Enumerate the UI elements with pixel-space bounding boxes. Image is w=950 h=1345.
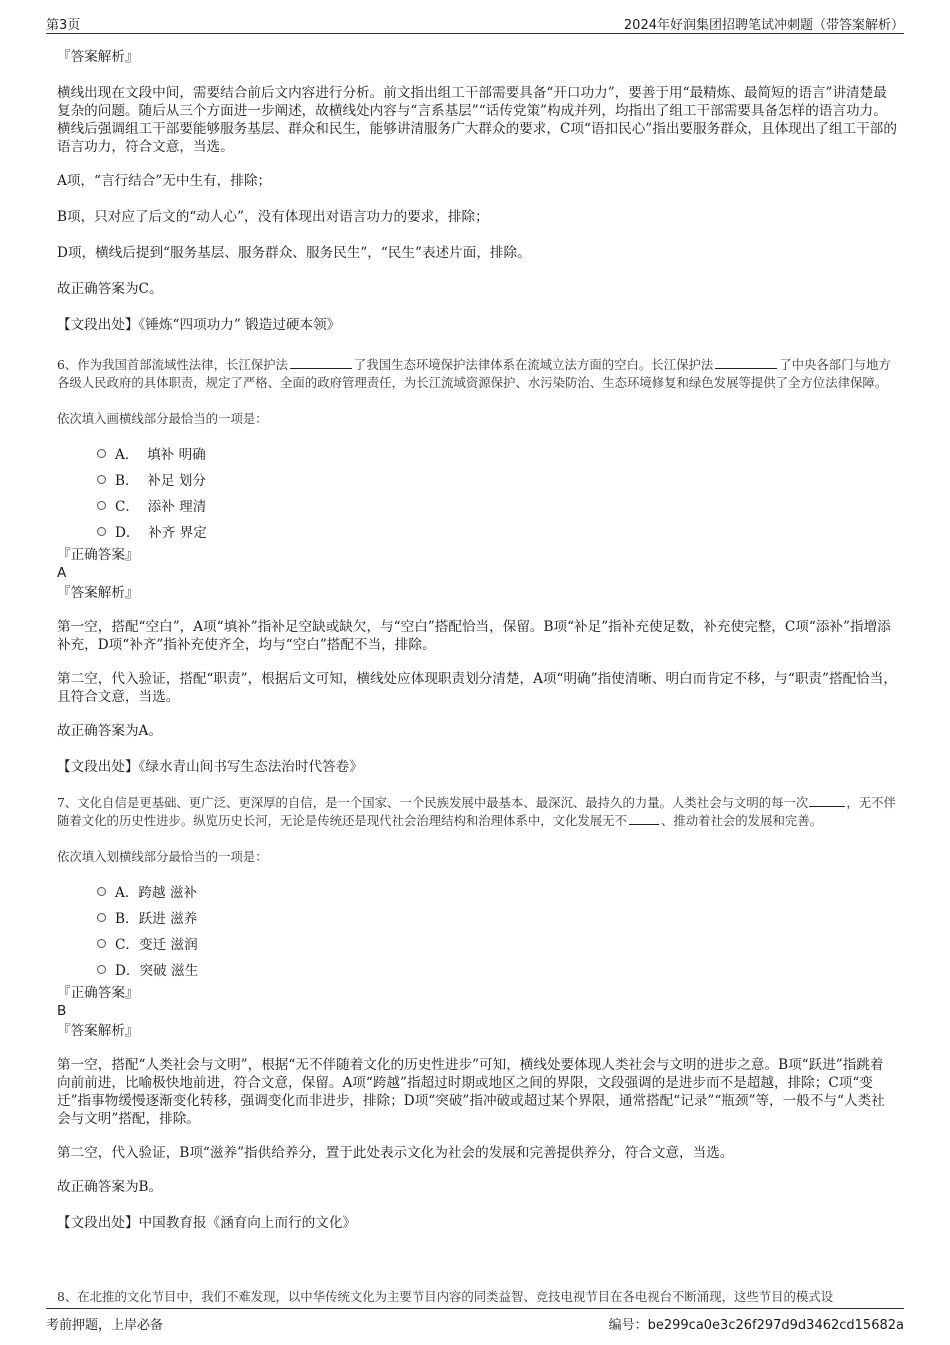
- fill-blank: [629, 812, 659, 825]
- radio-icon[interactable]: [97, 527, 106, 536]
- question-text-part: ，无不伴随着文化的历史性进步。纵览历史长河，无论是传统还是现代社会治理结构和治理体系中，文化发展无不: [57, 795, 896, 828]
- answer-conclusion: 故正确答案为C。: [57, 281, 163, 297]
- option-letter: A．: [115, 447, 139, 463]
- source-citation: 【文段出处】《锤炼“四项功力” 锻造过硬本领》: [57, 317, 341, 333]
- option-letter: D．: [115, 963, 140, 979]
- question-6-options: [97, 440, 897, 544]
- radio-icon[interactable]: [97, 475, 106, 484]
- option-b[interactable]: [97, 466, 897, 492]
- question-text-part: 了中央各部门与地方各级人民政府的具体职责，规定了严格、全面的政府管理责任，为长江流域资源保护、水污染防治、生态环境修复和绿色发展等提供了全方位法律保障。: [57, 357, 891, 390]
- option-d[interactable]: [97, 518, 897, 544]
- document-title: 2024年好润集团招聘笔试冲刺题（带答案解析）: [623, 18, 904, 33]
- header-divider: [46, 33, 904, 34]
- option-text: 突破 滋生: [139, 963, 199, 979]
- question-text-part: 7、文化自信是更基础、更广泛、更深厚的自信，是一个国家、一个民族发展中最基本、最深沉、最持久的力量。人类社会与文明的每一次: [57, 795, 809, 810]
- option-b[interactable]: [97, 904, 897, 930]
- analysis-option-a: A项，“言行结合”无中生有，排除；: [57, 173, 272, 189]
- analysis-paragraph: 第一空，搭配“空白”，A项“填补”指补足空缺或缺欠，与“空白”搭配恰当，保留。B项“补足”指补充使足数，补充使完整，C项“添补”指增添补充，D项“补齐”指补充使齐全，均与“空白”搭配不当，排除。: [57, 619, 891, 653]
- fill-blank: [290, 356, 352, 369]
- page-header: [0, 0, 950, 33]
- option-letter: B．: [115, 911, 139, 927]
- analysis-option-b: B项，只对应了后文的“动人心”，没有体现出对语言功力的要求，排除；: [57, 209, 489, 225]
- analysis-option-d: D项，横线后提到“服务基层、服务群众、服务民生”，“民生”表述片面，排除。: [57, 245, 531, 261]
- radio-icon[interactable]: [97, 887, 106, 896]
- question-text-part: 6、作为我国首部流域性法律，长江保护法: [57, 357, 288, 372]
- analysis-paragraph: 第二空，代入验证，B项“滋养”指供给养分，置于此处表示文化为社会的发展和完善提供养分，符合文意，当选。: [57, 1145, 734, 1161]
- question-text-part: 、推动着社会的发展和完善。: [660, 813, 823, 828]
- answer-conclusion: 故正确答案为A。: [57, 723, 162, 739]
- question-text-part: 了我国生态环境保护法律体系在流域立法方面的空白。长江保护法: [353, 357, 714, 372]
- question-prompt: 依次填入画横线部分最恰当的一项是：: [57, 411, 268, 426]
- radio-icon[interactable]: [97, 501, 106, 510]
- analysis-label: 『答案解析』: [57, 1023, 139, 1039]
- correct-answer-label: 『正确答案』: [57, 985, 139, 1001]
- option-d[interactable]: [97, 956, 897, 982]
- analysis-label: 『答案解析』: [57, 585, 139, 601]
- answer-conclusion: 故正确答案为B。: [57, 1179, 163, 1195]
- correct-answer-label: 『正确答案』: [57, 547, 139, 563]
- option-letter: C．: [115, 499, 139, 515]
- option-c[interactable]: [97, 930, 897, 956]
- question-6-text: [57, 356, 897, 392]
- radio-icon[interactable]: [97, 449, 106, 458]
- option-letter: B．: [115, 473, 139, 489]
- question-7-text: [57, 794, 897, 830]
- page-number: 第3页: [46, 18, 81, 33]
- footer-slogan: 考前押题，上岸必备: [46, 1318, 164, 1333]
- option-a[interactable]: [97, 878, 897, 904]
- option-text: 填补 明确: [147, 447, 206, 463]
- option-letter: C．: [115, 937, 139, 953]
- source-citation: 【文段出处】中国教育报《涵育向上而行的文化》: [57, 1215, 357, 1231]
- correct-answer: A: [57, 565, 67, 581]
- option-text: 变迁 滋润: [139, 937, 198, 953]
- analysis-label: 『答案解析』: [57, 49, 139, 65]
- option-letter: A．: [115, 885, 139, 901]
- option-c[interactable]: [97, 492, 897, 518]
- question-7-options: [97, 878, 897, 982]
- question-8-text: 8、在北推的文化节目中，我们不难发现，以中华传统文化为主要节目内容的同类益智、竞技电视节目在各电视台不断涌现，这些节目的模式设: [57, 1289, 834, 1304]
- analysis-paragraph: 第二空，代入验证，搭配“职责”，根据后文可知，横线处应体现职责划分清楚，A项“明确”指使清晰、明白而肯定不移，与“职责”搭配恰当，且符合文意，当选。: [57, 671, 897, 705]
- document-id: 编号：be299ca0e3c26f297d9d3462cd15682a: [608, 1318, 904, 1333]
- radio-icon[interactable]: [97, 965, 106, 974]
- footer-divider: [46, 1308, 904, 1309]
- fill-blank: [715, 356, 777, 369]
- radio-icon[interactable]: [97, 913, 106, 922]
- radio-icon[interactable]: [97, 939, 106, 948]
- analysis-paragraph: 横线出现在文段中间，需要结合前后文内容进行分析。前文指出组工干部需要具备“开口功力”，要善于用“最精炼、最简短的语言”讲清楚最复杂的问题。随后从三个方面进一步阐述，故横线处内容与“言系基层”“话传党策”构成并列，均指出了组工干部需要具备怎样的语言功力。横线后强调组工干部要能够服务基层、群众和民生，能够讲清服务广大群众的要求，C项“语扣民心”指出要服务群众，且体现出了组工干部的语言功力，符合文意，当选。: [57, 85, 897, 155]
- analysis-paragraph: 第一空，搭配“人类社会与文明”，根据“无不伴随着文化的历史性进步”可知，横线处要体现人类社会与文明的进步之意。B项“跃进”指跳着向前前进，比喻极快地前进，符合文意，保留。A项“跨越”指超过时期或地区之间的界限，文段强调的是进步而不是超越，排除；C项“变迁”指事物缓慢逐渐变化转移，强调变化而非进步，排除；D项“突破”指冲破或超过某个界限，通常搭配“记录”“瓶颈”等，一般不与“人类社会与文明”搭配，排除。: [57, 1057, 885, 1127]
- fill-blank: [809, 794, 845, 807]
- option-text: 补齐 界定: [148, 525, 207, 541]
- option-text: 跨越 滋补: [138, 885, 198, 901]
- option-text: 添补 理清: [147, 499, 207, 515]
- correct-answer: B: [57, 1003, 67, 1019]
- document-body: [57, 44, 897, 1232]
- question-prompt: 依次填入划横线部分最恰当的一项是：: [57, 849, 268, 864]
- source-citation: 【文段出处】《绿水青山间书写生态法治时代答卷》: [57, 759, 363, 775]
- option-text: 跃进 滋养: [138, 911, 198, 927]
- option-a[interactable]: [97, 440, 897, 466]
- option-letter: D．: [115, 525, 140, 541]
- option-text: 补足 划分: [147, 473, 206, 489]
